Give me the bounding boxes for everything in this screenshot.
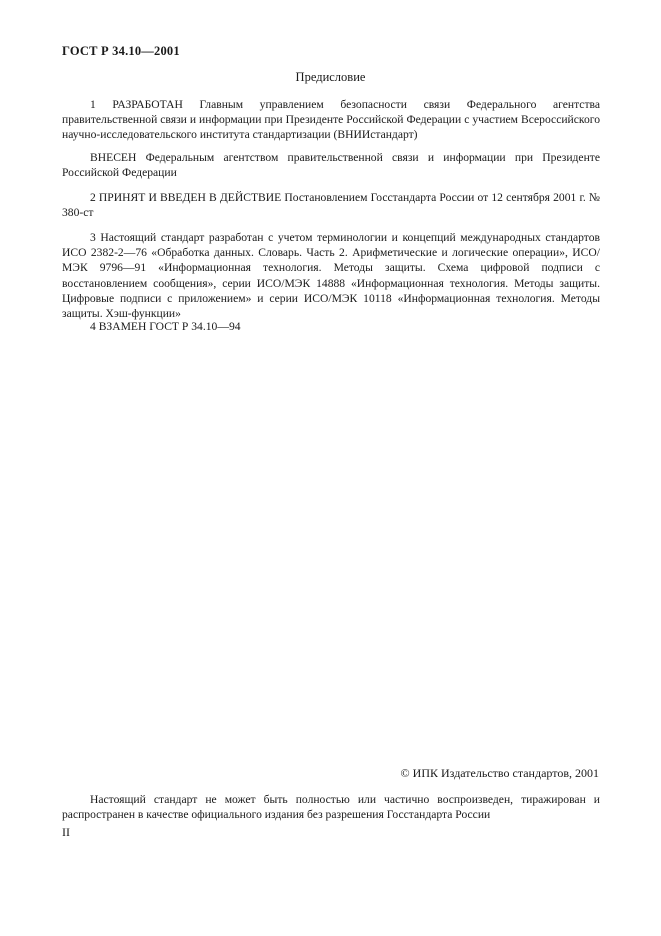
paragraph-adopted: 2 ПРИНЯТ И ВВЕДЕН В ДЕЙСТВИЕ Постановлением Госстандарта России от 12 сентября 2001 г. № 380-ст <box>62 191 600 220</box>
page-number: II <box>62 825 70 839</box>
copyright-line: © ИПК Издательство стандартов, 2001 <box>400 766 599 780</box>
paragraph-terminology: 3 Настоящий стандарт разработан с учетом терминологии и концепций международных стандартов ИСО 2382-2—76 «Обработка данных. Словарь. Часть 2. Арифметические и логические операции», ИСО/МЭК 9796—91 «Информационная технология. Методы защиты. Схема цифровой подписи с восстановлением сообщения», серии ИСО/МЭК 14888 «Информационная технология. Методы защиты. Цифровые подписи с приложением» и серии ИСО/МЭК 10118 «Информационная технология. Методы защиты. Хэш-функции» <box>62 231 600 321</box>
paragraph-developed: 1 РАЗРАБОТАН Главным управлением безопасности связи Федерального агентства правительственной связи и информации при Президенте Российской Федерации с участием Всероссийского научно-исследовательского института стандартизации (ВНИИстандарт) <box>62 98 600 142</box>
paragraph-replaces: 4 ВЗАМЕН ГОСТ Р 34.10—94 <box>90 320 241 333</box>
paragraph-introduced: ВНЕСЕН Федеральным агентством правительственной связи и информации при Президенте Российской Федерации <box>62 151 600 180</box>
section-title: Предисловие <box>295 70 366 84</box>
reproduction-notice: Настоящий стандарт не может быть полностью или частично воспроизведен, тиражирован и распространен в качестве официального издания без разрешения Госстандарта России <box>62 793 600 822</box>
document-code: ГОСТ Р 34.10—2001 <box>62 44 180 58</box>
